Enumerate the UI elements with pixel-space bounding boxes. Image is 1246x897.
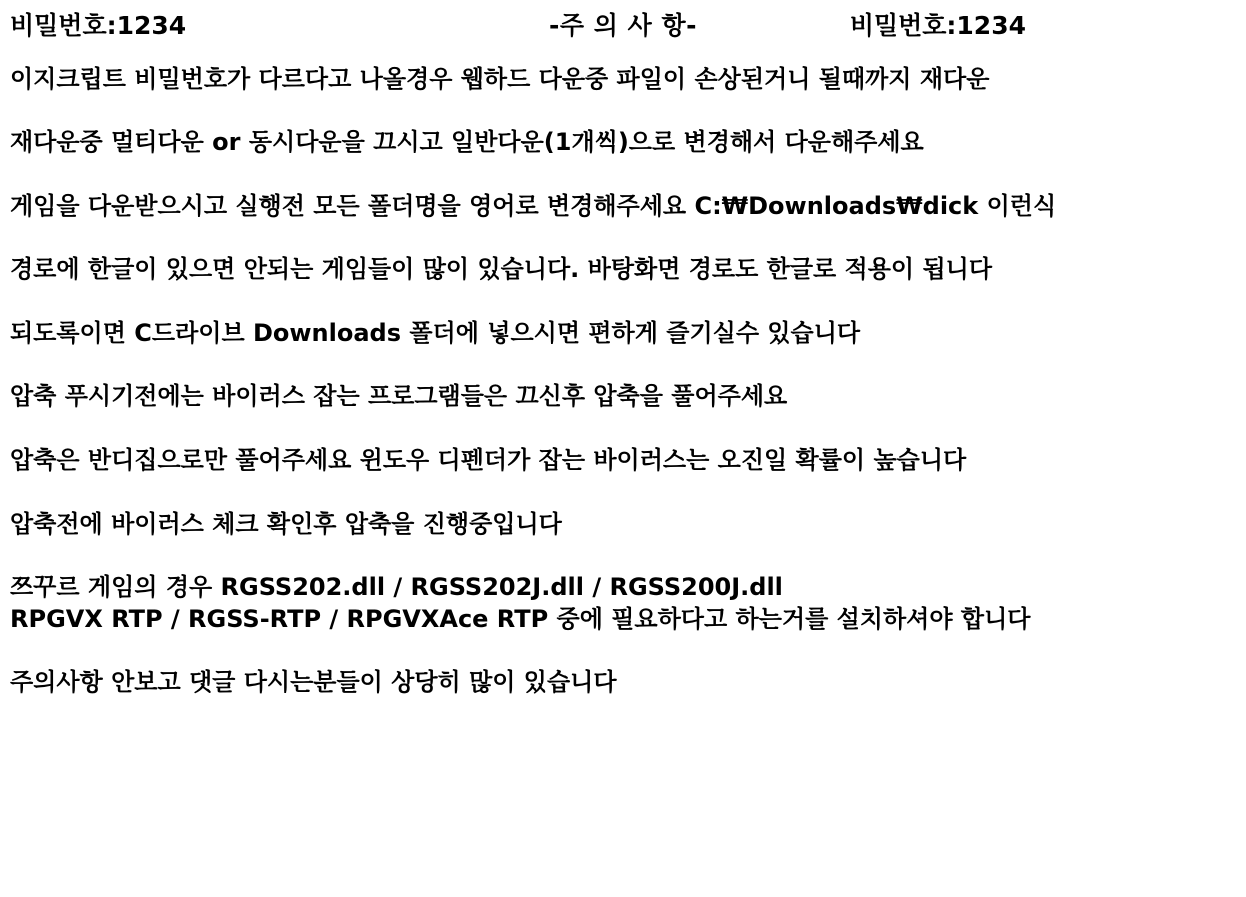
notice-line: 압축전에 바이러스 체크 확인후 압축을 진행중입니다 xyxy=(10,509,562,538)
notice-line: 게임을 다운받으시고 실행전 모든 폴더명을 영어로 변경해주세요 C:₩Downloads₩dick 이런식 xyxy=(10,191,1057,220)
notice-line: 되도록이면 C드라이브 Downloads 폴더에 넣으시면 편하게 즐기실수 있습니다 xyxy=(10,318,861,347)
document-header xyxy=(10,12,1236,40)
notice-line: 재다운중 멀티다운 or 동시다운을 끄시고 일반다운(1개씩)으로 변경해서 다운해주세요 xyxy=(10,128,924,157)
notice-line: 주의사항 안보고 댓글 다시는분들이 상당히 많이 있습니다 xyxy=(10,668,617,697)
password-left: 비밀번호:1234 xyxy=(10,11,187,40)
password-right: 비밀번호:1234 xyxy=(849,11,1026,40)
notice-line: 쯔꾸르 게임의 경우 RGSS202.dll / RGSS202J.dll / RGSS200J.dll xyxy=(10,573,783,602)
notice-line: RPGVX RTP / RGSS-RTP / RPGVXAce RTP 중에 필요하다고 하는거를 설치하셔야 합니다 xyxy=(10,604,1031,633)
page-title: -주 의 사 항- xyxy=(549,11,697,40)
notice-line: 경로에 한글이 있으면 안되는 게임들이 많이 있습니다. 바탕화면 경로도 한글로 적용이 됩니다 xyxy=(10,255,993,284)
notice-line: 압축은 반디집으로만 풀어주세요 윈도우 디펜더가 잡는 바이러스는 오진일 확률이 높습니다 xyxy=(10,446,967,475)
notice-line: 이지크립트 비밀번호가 다르다고 나올경우 웹하드 다운중 파일이 손상된거니 될때까지 재다운 xyxy=(10,64,990,93)
notice-line: 압축 푸시기전에는 바이러스 잡는 프로그램들은 끄신후 압축을 풀어주세요 xyxy=(10,382,788,411)
